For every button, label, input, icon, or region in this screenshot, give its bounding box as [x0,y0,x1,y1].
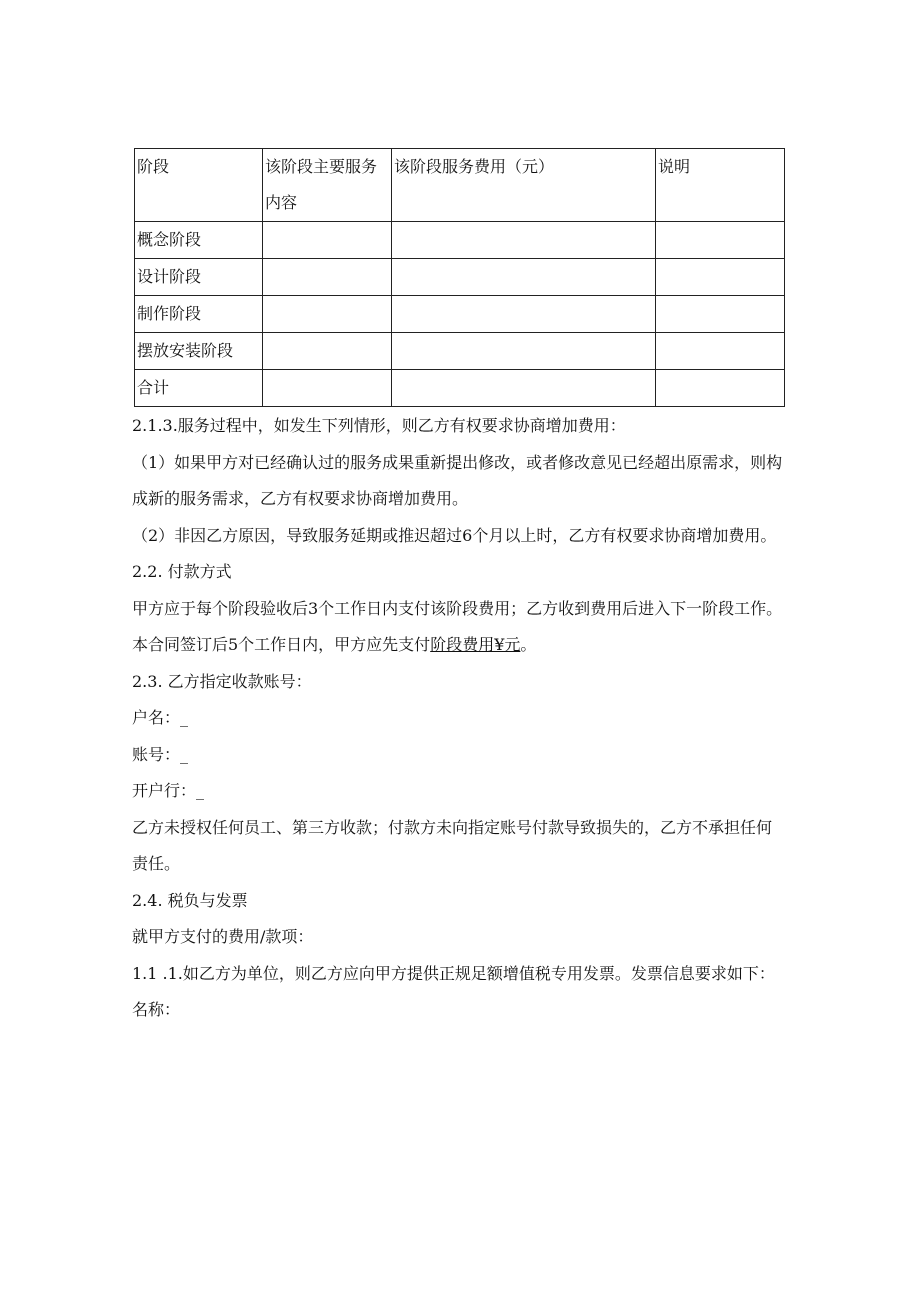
fee-schedule-table [134,148,785,407]
cell-notes [656,296,785,333]
cell-fee [392,222,656,259]
invoice-name-field: 名称： [132,1000,181,1019]
cell-content [263,370,392,407]
clause-item-1: （1）如果甲方对已经确认过的服务成果重新提出修改，或者修改意见已经超出原需求，则构成新的服务需求，乙方有权要求协商增加费用。 [132,452,783,508]
cell-content [263,333,392,370]
tax-intro: 就甲方支付的费用/款项： [132,927,314,946]
header-service-content: 该阶段主要服务内容 [263,149,392,222]
cell-fee [392,333,656,370]
cell-content [263,259,392,296]
bank-field: 开户行：_ [132,781,205,800]
cell-notes [656,259,785,296]
clause-2-1-3: 2.1.3.服务过程中，如发生下列情形，则乙方有权要求协商增加费用： [132,416,626,435]
cell-fee [392,259,656,296]
cell-content [263,296,392,333]
header-notes: 说明 [656,149,785,222]
cell-notes [656,333,785,370]
section-heading-payment: 2.2. 付款方式 [132,562,232,581]
cell-notes [656,222,785,259]
liability-clause: 乙方未授权任何员工、第三方收款；付款方未向指定账号付款导致损失的，乙方不承担任何责任。 [132,817,773,873]
advance-payment [132,627,784,664]
table-header-row [135,149,785,222]
cell-fee [392,296,656,333]
section-heading-tax: 2.4. 税负与发票 [132,890,248,910]
invoice-clause: 1.1 .1.如乙方为单位，则乙方应向甲方提供正规足额增值税专用发票。发票信息要求如下： [132,963,775,983]
table-row [135,333,785,370]
clause-item-2: （2）非因乙方原因，导致服务延期或推迟超过6个月以上时，乙方有权要求协商增加费用。 [132,525,777,545]
advance-payment-prefix: 本合同签订后5个工作日内，甲方应先支付 [132,635,431,654]
cell-stage: 设计阶段 [135,259,263,296]
table-row [135,296,785,333]
cell-fee [392,370,656,407]
header-service-fee: 该阶段服务费用（元） [392,149,656,222]
account-number-field: 账号：_ [132,744,189,764]
advance-payment-amount: 阶段费用¥元 [430,635,521,654]
header-stage: 阶段 [135,149,263,222]
cell-notes [656,370,785,407]
contract-body [132,408,784,1029]
payment-terms: 甲方应于每个阶段验收后3个工作日内支付该阶段费用；乙方收到费用后进入下一阶段工作。 [132,598,783,618]
section-heading-account: 2.3. 乙方指定收款账号： [132,671,312,691]
account-holder-field: 户名：_ [132,708,189,727]
table-row [135,222,785,259]
cell-stage: 概念阶段 [135,222,263,259]
advance-payment-suffix: 。 [520,635,537,654]
table-row-total [135,370,785,407]
cell-stage: 摆放安装阶段 [135,333,263,370]
cell-stage: 合计 [135,370,263,407]
cell-stage: 制作阶段 [135,296,263,333]
table-row [135,259,785,296]
cell-content [263,222,392,259]
